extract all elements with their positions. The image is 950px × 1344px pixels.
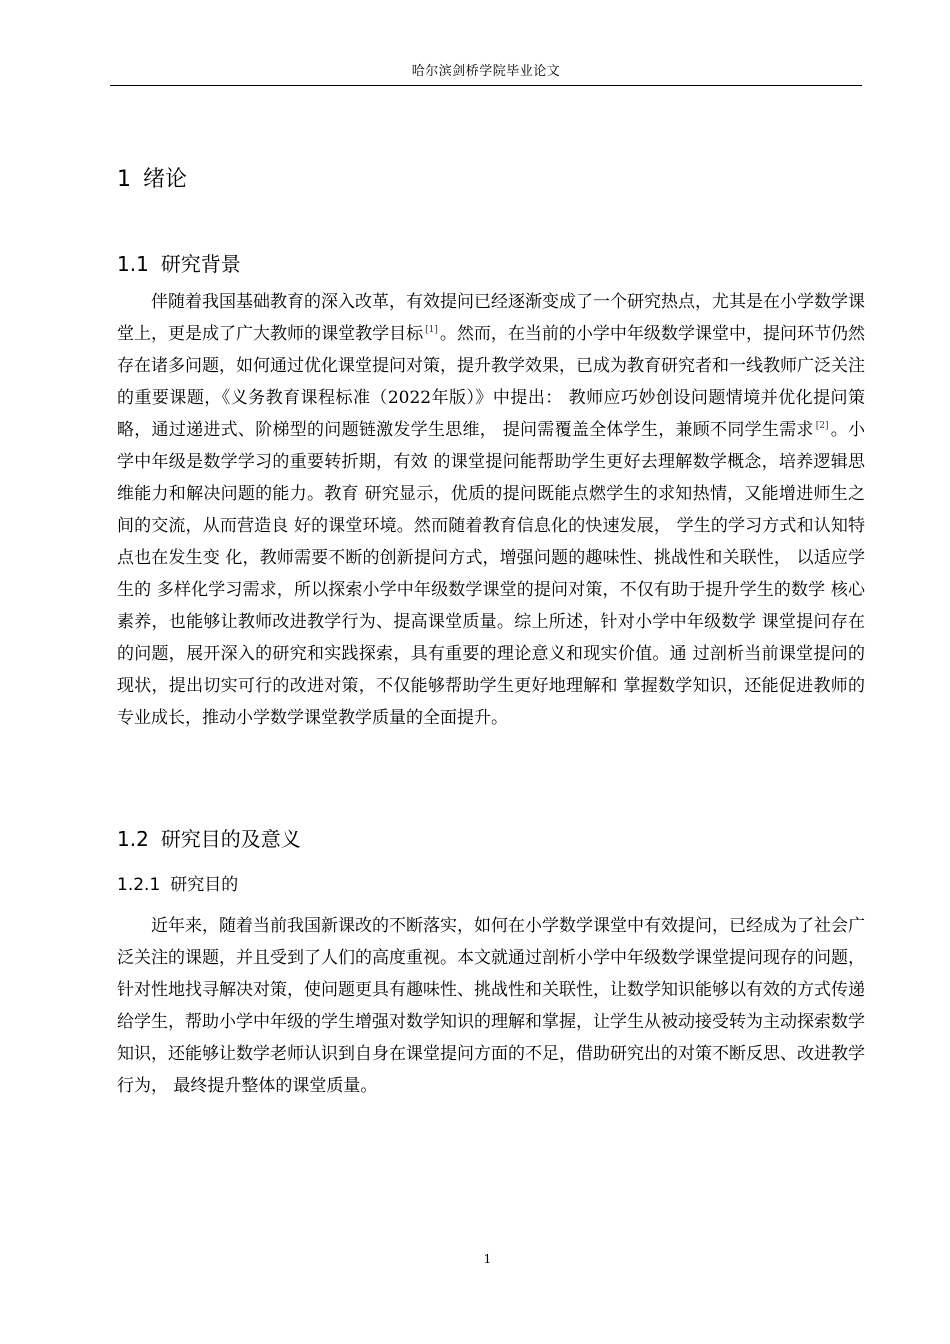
chapter-heading [117,165,187,195]
section-heading-1-1 [117,250,241,278]
background-paragraph [117,286,865,734]
section-number: 1.1 [117,252,149,276]
citation-marker: [1] [425,325,438,336]
running-header: 哈尔滨剑桥学院毕业论文 [411,64,561,79]
section-number: 1.2 [117,827,149,851]
section-heading-1-2 [117,825,301,853]
subsection-title: 研究目的 [170,875,239,895]
paragraph-text: 。小学中年级是数学学习的重要转折期，有效 的课堂提问能帮助学生更好去理解数学概念，培养逻辑思维能力和解决问题的能力。教育 研究显示，优质的提问既能点燃学生的求知热情，又能增进师生之间的交流，从而营造良 好的课堂环境。然而随着教育信息化的快速发展， 学生的学习方式和认知特点也在发生变 化，教师需要不断的创新提问方式，增强问题的趣味性、挑战性和关联性， 以适应学生的 多样化学习需求，所以探索小学中年级数学课堂的提问对策，不仅有助于提升学生的数学 核心素养，也能够让教师改进教学行为、提高课堂质量。综上所述，针对小学中年级数学 课堂提问存在的问题，展开深入的研究和实践探索，具有重要的理论意义和现实价值。通 过剖析当前课堂提问的现状，提出切实可行的改进对策，不仅能够帮助学生更好地理解和 掌握数学知识，还能促进教师的专业成长，推动小学数学课堂教学质量的全面提升。 [117,420,866,728]
paragraph-text: 。然而，在当前的小学中年级数学课堂中，提问环节仍然存在诸多问题，如何通过优化课堂提问对策，提升教学效果，已成为教育研究者和一线教师广泛关注的重要课题，《义务教育课程标准（2022年版）》中提出： 教师应巧妙创设问题情境并优化提问策略，通过递进式、阶梯型的问题链激发学生思维， 提问需覆盖全体学生，兼顾不同学生需求 [117,324,866,440]
citation-marker: [2] [815,421,829,432]
subsection-heading-1-2-1 [117,872,238,898]
page-number: 1 [483,1252,492,1266]
subsection-number: 1.2.1 [117,875,161,895]
paragraph-text: 伴随着我国基础教育的深入改革，有效提问已经逐渐变成了一个研究热点，尤其是在小学数学课堂上，更是成了广大教师的课堂教学目标 [117,292,865,344]
header-divider [110,85,862,86]
section-title: 研究背景 [160,252,241,276]
section-title: 研究目的及意义 [160,827,301,851]
chapter-number: 1 [117,167,131,192]
chapter-title: 绪论 [143,167,188,192]
purpose-paragraph: 近年来，随着当前我国新课改的不断落实，如何在小学数学课堂中有效提问，已经成为了社会广泛关注的课题，并且受到了人们的高度重视。本文就通过剖析小学中年级数学课堂提问现存的问题，针对性地找寻解决对策，使问题更具有趣味性、挑战性和关联性，让数学知识能够以有效的方式传递给学生，帮助小学中年级的学生增强对数学知识的理解和掌握，让学生从被动接受转为主动探索数学知识，还能够让数学老师认识到自身在课堂提问方面的不足，借助研究出的对策不断反思、改进教学行为， 最终提升整体的课堂质量。 [117,916,865,1096]
